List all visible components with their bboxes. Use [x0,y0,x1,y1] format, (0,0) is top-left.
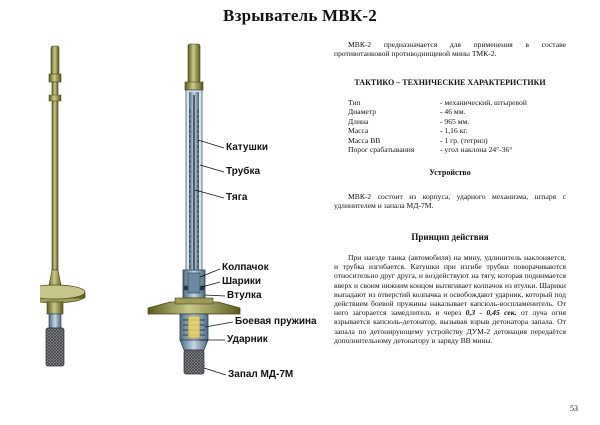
specs-table [348,98,568,154]
spec-name: Масса [348,126,369,136]
princip-text-2: от луча огня взрывается капсюль-детонатор, вызывая взрыв детонатора запала. От запала по детонирующему устройству ДУМ-2 детонация передаётся дополнительному детонатору и заряду ВВ мины. [334,308,566,345]
label-tyaga: Тяга [226,192,248,203]
fuse-drawing [40,40,340,420]
label-shariki: Шарики [222,276,262,287]
princip-heading: Принцип действия [411,232,489,242]
spec-value: - 965 мм. [440,116,470,126]
intro-paragraph: МВК-2 предназначается для применения в составе противотанковой противоднищевой мины ТМК-2. [334,40,566,59]
label-zapal: Запал МД-7М [228,369,294,380]
spec-name: Диаметр [348,107,376,117]
princip-text-1: При наезде танка (автомобиля) на мину, удлинитель наклоняется, и трубка изгибается. Катушки при изгибе трубки поворачиваются относительно друг друга, и воздействуют на тягу, которая поднимается вверх и своим нижним концом вытягивает колпачок из втулки. Шарики выпадают из отверстий колпачка и освобождают ударник, который под действием боевой пружины накалывает капсюль-воспламенитель. От него загорается замедлитель и через [334,253,566,318]
spec-row [348,136,568,145]
spec-row [348,117,568,126]
label-katushki: Катушки [226,142,268,153]
ustroystvo-heading: Устройство [429,168,471,177]
fuse-illustration [40,40,340,420]
spec-value: - механический, штыревой [440,98,527,107]
spec-value: - 1 гр. (тетрил) [440,135,488,145]
page-title: Взрыватель МВК-2 [223,6,377,25]
label-vtulka: Втулка [227,290,262,301]
spec-row [348,98,568,107]
page-number: 53 [570,404,578,413]
spec-row [348,145,568,154]
fuse-cutaway-view [148,44,240,374]
spec-value: - 1,16 кг. [440,126,468,136]
spec-name: Масса ВВ [348,135,381,145]
label-trubka: Трубка [226,166,261,177]
spec-row [348,107,568,116]
spec-value: - угол наклона 24°-36° [440,144,513,154]
spec-value: - 46 мм. [440,107,466,117]
spec-name: Длина [348,116,369,126]
specs-heading: ТАКТИКО – ТЕХНИЧЕСКИЕ ХАРАКТЕРИСТИКИ [354,78,546,87]
spec-row [348,126,568,135]
spec-name: Порог срабатывания [348,144,415,154]
label-udarnik: Ударник [227,334,268,345]
fuse-external-view [40,46,85,366]
text-column [334,40,566,345]
label-boevaya-pruzhina: Боевая пружина [235,316,317,327]
princip-paragraph [334,253,566,345]
ustroystvo-paragraph: МВК-2 состоит из корпуса, ударного механизма, штыря с удлинителем и запала МД-7М. [334,192,566,211]
label-kolpachok: Колпачок [222,262,269,273]
spec-name: Тип [348,98,361,107]
princip-highlight: 0,3 - 0,45 сек. [465,308,517,318]
